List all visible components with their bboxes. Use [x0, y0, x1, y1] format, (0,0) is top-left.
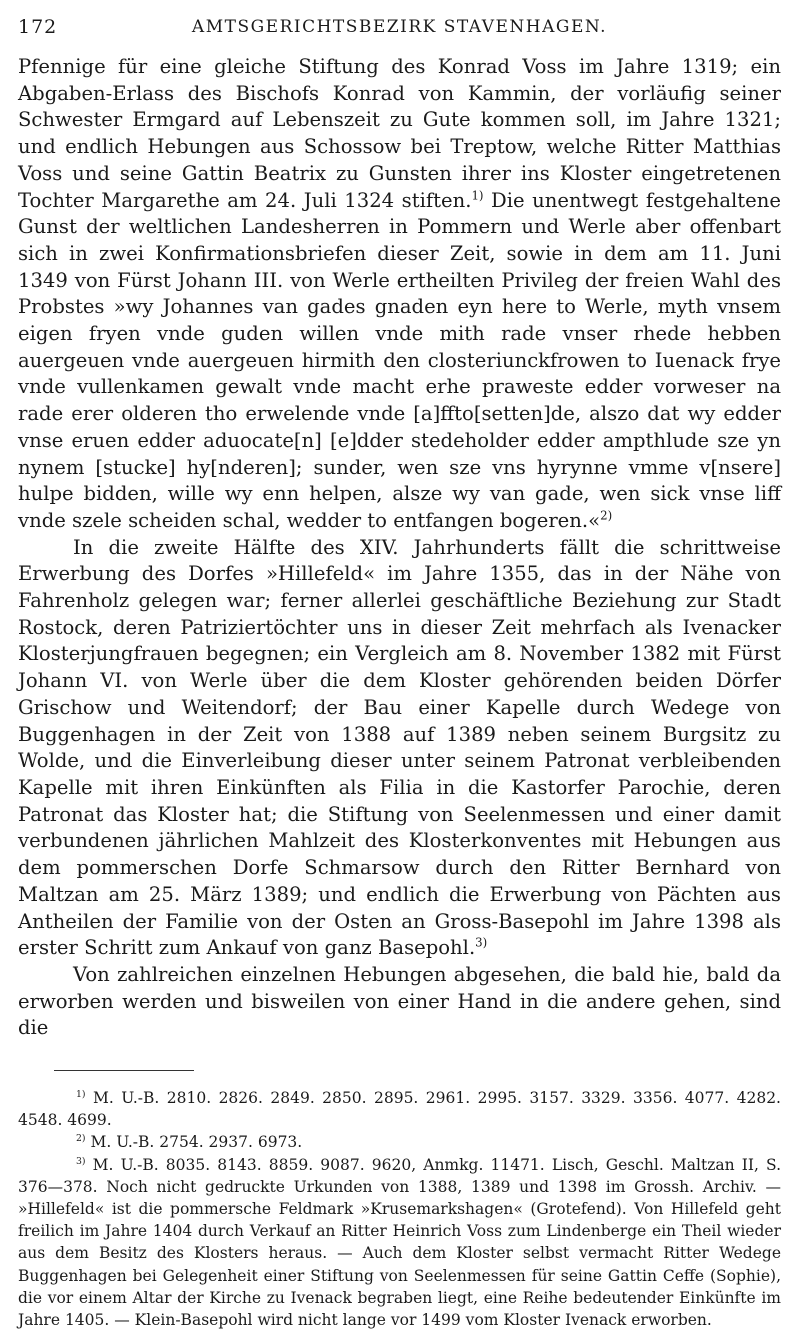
page-number: 172 — [18, 16, 58, 38]
paragraph-2-text: In die zweite Hälfte des XIV. Jahrhunderts fällt die schrittweise Erwerbung des Dorfes »Hillefeld« im Jahre 1355, das in der Nähe von Fahrenholz gelegen war; ferner allerlei geschäftliche Beziehung zur Stadt Rostock, deren Patriziertöchter uns in dieser Zeit mehrfach als Ivenacker Klosterjungfrauen begegnen; ein Vergleich am 8. November 1382 mit Fürst Johann VI. von Werle über die dem Kloster gehörenden beiden Dörfer Grischow und Weitendorf; der Bau einer Kapelle durch Wedege von Buggenhagen in der Zeit von 1388 auf 1389 neben seinem Burgsitz zu Wolde, und die Einverleibung dieser unter seinem Patronat verbleibenden Kapelle mit ihren Einkünften als Filia in die Kastorfer Parochie, deren Patronat das Kloster hat; die Stiftung von Seelenmessen und einer damit verbundenen jährlichen Mahlzeit des Klosterkonventes mit Hebungen aus dem pommerschen Dorfe Schmarsow durch den Ritter Bernhard von Maltzan am 25. März 1389; und endlich die Erwerbung von Pächten aus Antheilen der Familie von der Osten an Gross-Basepohl im Jahre 1398 als erster Schritt zum Ankauf von ganz Basepohl. — [18, 535, 781, 960]
body-text — [18, 54, 781, 1042]
footnote-divider — [54, 1070, 194, 1071]
paragraph-3 — [18, 962, 781, 1042]
footnote-1 — [18, 1087, 781, 1131]
footnote-3-mark: 3) — [76, 1155, 86, 1167]
footnote-3 — [18, 1154, 781, 1331]
footnote-ref-3: 3) — [475, 935, 488, 950]
footnote-1-mark: 1) — [76, 1088, 86, 1100]
footnote-ref-1: 1) — [471, 187, 484, 202]
page-header — [18, 14, 781, 44]
footnote-3-text: M. U.-B. 8035. 8143. 8859. 9087. 9620, Anmkg. 11471. Lisch, Geschl. Maltzan II, S. 376—378. Noch nicht gedruckte Urkunden von 1388, 1389 und 1398 im Grossh. Archiv. — »Hillefeld« ist die pommersche Feldmark »Krusemarkshagen« (Grotefend). Von Hillefeld geht freilich im Jahre 1404 durch Verkauf an Ritter Heinrich Voss zum Lindenberge ein Theil wieder aus dem Besitz des Klosters heraus. — Auch dem Kloster selbst vermacht Ritter Wedege Buggenhagen bei Gelegenheit einer Stiftung von Seelenmessen für seine Gattin Ceffe (Sophie), die vor einem Altar der Kirche zu Ivenack begraben liegt, eine Reihe bedeutender Einkünfte im Jahre 1405. — Klein-Basepohl wird nicht lange vor 1499 vom Kloster Ivenack erworben. — [18, 1155, 781, 1330]
running-title: AMTSGERICHTSBEZIRK STAVENHAGEN. — [191, 17, 608, 37]
footnote-2-mark: 2) — [76, 1133, 86, 1145]
paragraph-1 — [18, 54, 781, 535]
paragraph-2 — [18, 535, 781, 962]
paragraph-1-text: Pfennige für eine gleiche Stiftung des Konrad Voss im Jahre 1319; ein Abgaben-Erlass des Bischofs Konrad von Kammin, der vorläufig seiner Schwester Ermgard auf Lebenszeit zu Gute kommen soll, im Jahre 1321; und endlich Hebungen aus Schossow bei Treptow, welche Ritter Matthias Voss und seine Gattin Beatrix zu Gunsten ihrer ins Kloster eingetretenen Tochter Margarethe am 24. Juli 1324 stiften. — [18, 55, 781, 212]
footnote-ref-2: 2) — [600, 508, 613, 523]
paragraph-3-text: Von zahlreichen einzelnen Hebungen abgesehen, die bald hie, bald da erworben werden und bisweilen von einer Hand in die andere gehen, sind die — [18, 962, 781, 1040]
footnote-1-text: M. U.-B. 2810. 2826. 2849. 2850. 2895. 2961. 2995. 3157. 3329. 3356. 4077. 4282. 4548. 4699. — [18, 1089, 781, 1130]
paragraph-1-continued: Die unentwegt festgehaltene Gunst der weltlichen Landesherren in Pommern und Werle aber offenbart sich in zwei Konfirmationsbriefen dieser Zeit, sowie in dem am 11. Juni 1349 von Fürst Johann III. von Werle ertheilten Privileg der freien Wahl des Probstes »wy Johannes van gades gnaden eyn here to Werle, myth vnsem eigen fryen vnde guden willen vnde mith rade vnser rhede hebben auergeuen vnde auergeuen hirmith den closteriunckfrowen to Iuenack frye vnde vullenkamen gewalt vnde macht erhe praweste edder vorweser na rade erer olderen tho erwelende vnde [a]ffto[setten]de, alszo dat wy edder vnse eruen edder aduocate[n] [e]dder stedeholder edder ampthlude sze yn nynem [stucke] hy[nderen]; sunder, wen sze vns hyrynne vmme v[nsere] hulpe bidden, wille wy enn helpen, alsze wy van gade, wen sick vnse liff vnde szele scheiden schal, wedder to entfangen bogeren.« — [18, 188, 781, 532]
footnote-2-text: M. U.-B. 2754. 2937. 6973. — [85, 1133, 303, 1152]
footnote-2 — [18, 1131, 781, 1153]
footnotes — [18, 1087, 781, 1331]
